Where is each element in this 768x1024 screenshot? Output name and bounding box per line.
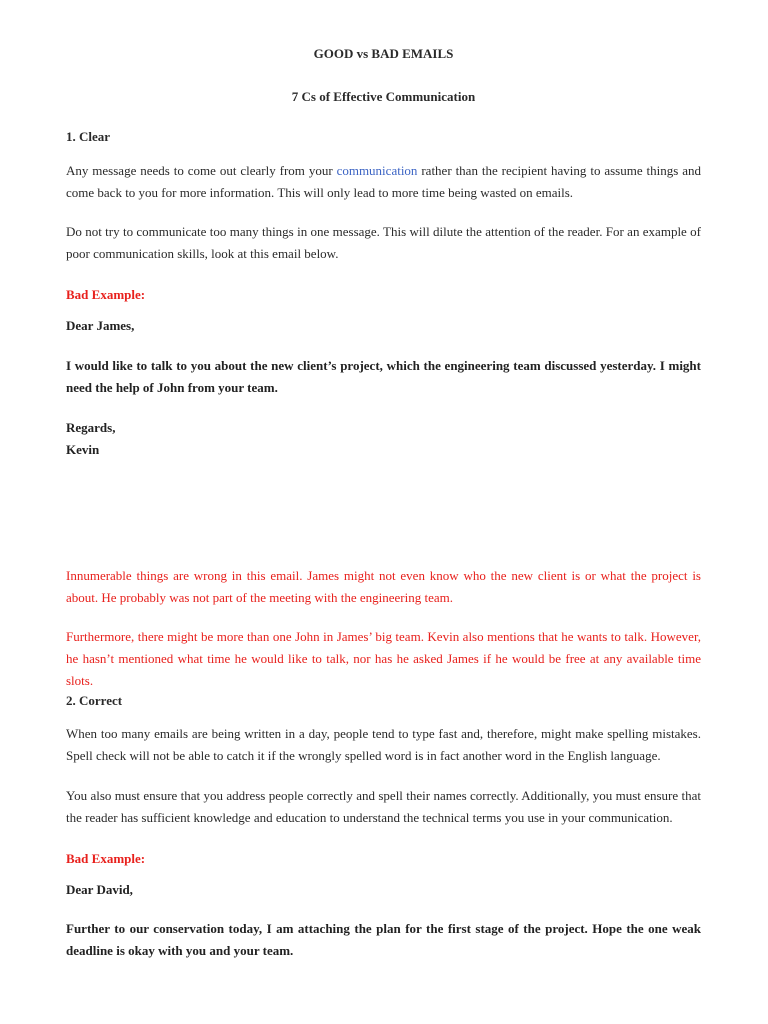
section-heading-clear: 1. Clear xyxy=(66,129,111,144)
email-body-2: Further to our conservation today, I am attaching the plan for the first stage of the project. Hope the one weak deadline is okay with you and your team. xyxy=(66,921,701,958)
correct-paragraph-2: You also must ensure that you address people correctly and spell their names correctly. Additionally, you must ensure that the reader has sufficient knowledge and education to understand the technical terms you use in your communication. xyxy=(66,788,701,825)
clear-paragraph-1-end: rather than the recipient having to assume things and come back to you for more information. This will only lead to more time being wasted on emails. xyxy=(66,163,701,200)
email-signature: Kevin xyxy=(66,442,100,457)
email-greeting-2: Dear David, xyxy=(66,882,133,897)
communication-link[interactable]: communication xyxy=(336,163,418,178)
email-signoff: Regards, xyxy=(66,420,116,435)
document-subtitle: 7 Cs of Effective Communication xyxy=(291,89,476,104)
correct-paragraph-1: When too many emails are being written in a day, people tend to type fast and, therefore, might make spelling mistakes. Spell check will not be able to catch it if the wrongly spelled word is in fact another word in the English language. xyxy=(66,726,701,763)
email-greeting: Dear James, xyxy=(66,318,135,333)
clear-paragraph-1-start: Any message needs to come out clearly from your xyxy=(66,163,337,178)
bad-example-label: Bad Example: xyxy=(66,287,146,302)
clear-paragraph-1 xyxy=(66,160,701,204)
section-heading-correct: 2. Correct xyxy=(66,693,123,708)
bad-example-label-2: Bad Example: xyxy=(66,851,146,866)
email-body: I would like to talk to you about the new client’s project, which the engineering team discussed yesterday. I might need the help of John from your team. xyxy=(66,358,701,395)
critique-paragraph-1: Innumerable things are wrong in this email. James might not even know who the new client is or what the project is about. He probably was not part of the meeting with the engineering team. xyxy=(66,568,701,605)
clear-paragraph-2: Do not try to communicate too many things in one message. This will dilute the attention of the reader. For an example of poor communication skills, look at this email below. xyxy=(66,224,701,261)
document-title: GOOD vs BAD EMAILS xyxy=(313,46,454,61)
critique-paragraph-2: Furthermore, there might be more than one John in James’ big team. Kevin also mentions that he wants to talk. However, he hasn’t mentioned what time he would like to talk, nor has he asked James if he would be free at any available time slots. xyxy=(66,629,701,688)
